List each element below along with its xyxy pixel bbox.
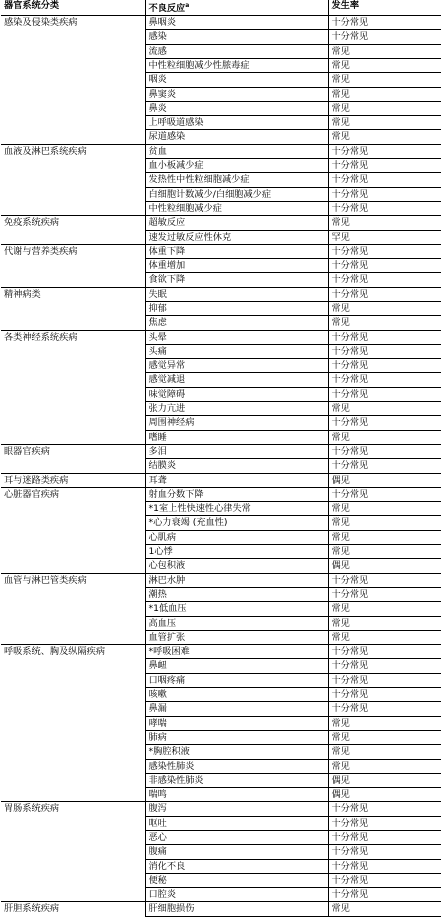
frequency-cell: 十分常见 <box>328 344 441 358</box>
adverse-reaction-cell: *心力衰竭 (充血性) <box>145 516 328 530</box>
adverse-reaction-cell: 喘鸣 <box>145 788 328 802</box>
frequency-cell: 常见 <box>328 545 441 559</box>
table-row <box>1 144 441 158</box>
organ-class-cell: 精神病类 <box>1 287 145 330</box>
frequency-cell: 十分常见 <box>328 587 441 601</box>
organ-class-cell: 胃肠系统疾病 <box>1 802 145 902</box>
adverse-reaction-cell: *1室上性快速性心律失常 <box>145 502 328 516</box>
frequency-cell: 十分常见 <box>328 30 441 44</box>
frequency-cell: 十分常见 <box>328 187 441 201</box>
adverse-reaction-cell: 鼻窦炎 <box>145 87 328 101</box>
adverse-reaction-cell: *胸腔积液 <box>145 745 328 759</box>
adverse-reaction-cell: *呼吸困难 <box>145 645 328 659</box>
frequency-cell: 十分常见 <box>328 816 441 830</box>
adverse-reaction-cell: 焦虑 <box>145 316 328 330</box>
adverse-reaction-cell: 血管扩张 <box>145 630 328 644</box>
frequency-cell: 十分常见 <box>328 173 441 187</box>
frequency-cell: 常见 <box>328 73 441 87</box>
frequency-cell: 罕见 <box>328 230 441 244</box>
frequency-cell: 常见 <box>328 759 441 773</box>
adverse-reaction-cell: 咳嗽 <box>145 688 328 702</box>
frequency-cell: 常见 <box>328 716 441 730</box>
table-header-row <box>1 0 441 16</box>
frequency-cell: 十分常见 <box>328 873 441 887</box>
adverse-reaction-cell: 感染性肺炎 <box>145 759 328 773</box>
frequency-cell: 常见 <box>328 44 441 58</box>
adverse-reaction-cell: 张力亢进 <box>145 402 328 416</box>
frequency-cell: 常见 <box>328 430 441 444</box>
organ-class-cell: 肝胆系统疾病 <box>1 902 145 916</box>
table-row <box>1 216 441 230</box>
adverse-reaction-cell: 心包积液 <box>145 559 328 573</box>
frequency-cell: 十分常见 <box>328 487 441 501</box>
adverse-reaction-cell: 中性粒细胞减少性脓毒症 <box>145 58 328 72</box>
frequency-cell: 常见 <box>328 58 441 72</box>
adverse-reaction-cell: 心肌病 <box>145 530 328 544</box>
adverse-reaction-cell: 耳聋 <box>145 473 328 487</box>
adverse-reaction-cell: 射血分数下降 <box>145 487 328 501</box>
adverse-reaction-cell: 流感 <box>145 44 328 58</box>
frequency-cell: 十分常见 <box>328 645 441 659</box>
organ-class-cell: 耳与迷路类疾病 <box>1 473 145 487</box>
adverse-reaction-cell: 体重增加 <box>145 259 328 273</box>
table-row <box>1 287 441 301</box>
frequency-cell: 十分常见 <box>328 688 441 702</box>
adverse-reaction-cell: 非感染性肺炎 <box>145 773 328 787</box>
frequency-cell: 十分常见 <box>328 444 441 458</box>
frequency-cell: 十分常见 <box>328 359 441 373</box>
frequency-cell: 十分常见 <box>328 659 441 673</box>
header-organ-class: 器官系统分类 <box>1 0 145 16</box>
adverse-reaction-cell: 中性粒细胞减少症 <box>145 201 328 215</box>
adverse-reaction-cell: 肺病 <box>145 730 328 744</box>
header-frequency: 发生率 <box>328 0 441 16</box>
table-row <box>1 330 441 344</box>
adverse-reaction-cell: 头晕 <box>145 330 328 344</box>
frequency-cell: 十分常见 <box>328 201 441 215</box>
frequency-cell: 偶见 <box>328 773 441 787</box>
frequency-cell: 十分常见 <box>328 845 441 859</box>
adverse-reaction-cell: 肝细胞损伤 <box>145 902 328 916</box>
frequency-cell: 常见 <box>328 116 441 130</box>
frequency-cell: 常见 <box>328 87 441 101</box>
adverse-reaction-cell: 白细胞计数减少/白细胞减少症 <box>145 187 328 201</box>
table-row <box>1 802 441 816</box>
frequency-cell: 十分常见 <box>328 830 441 844</box>
header-adverse-reaction <box>145 0 328 16</box>
table-body <box>1 16 441 917</box>
frequency-cell: 常见 <box>328 902 441 916</box>
adverse-reaction-cell: 恶心 <box>145 830 328 844</box>
organ-class-cell: 呼吸系统、胸及纵隔疾病 <box>1 645 145 802</box>
frequency-cell: 十分常见 <box>328 888 441 902</box>
frequency-cell: 十分常见 <box>328 244 441 258</box>
frequency-cell: 十分常见 <box>328 459 441 473</box>
header-adverse-reaction-mark: a <box>185 2 190 9</box>
adverse-reaction-cell: 感染 <box>145 30 328 44</box>
frequency-cell: 常见 <box>328 602 441 616</box>
adverse-reaction-cell: 呕吐 <box>145 816 328 830</box>
frequency-cell: 常见 <box>328 745 441 759</box>
frequency-cell: 常见 <box>328 101 441 115</box>
table-row <box>1 444 441 458</box>
frequency-cell: 十分常见 <box>328 144 441 158</box>
adverse-reaction-cell: 哮喘 <box>145 716 328 730</box>
adverse-reactions-table <box>1 0 441 917</box>
frequency-cell: 十分常见 <box>328 159 441 173</box>
table-row <box>1 473 441 487</box>
frequency-cell: 偶见 <box>328 559 441 573</box>
adverse-reaction-cell: 口咽疼痛 <box>145 673 328 687</box>
frequency-cell: 十分常见 <box>328 673 441 687</box>
frequency-cell: 常见 <box>328 316 441 330</box>
frequency-cell: 偶见 <box>328 788 441 802</box>
adverse-reaction-cell: 发热性中性粒细胞减少症 <box>145 173 328 187</box>
frequency-cell: 常见 <box>328 130 441 144</box>
frequency-cell: 十分常见 <box>328 330 441 344</box>
frequency-cell: 十分常见 <box>328 859 441 873</box>
adverse-reaction-cell: 多泪 <box>145 444 328 458</box>
adverse-reaction-cell: 体重下降 <box>145 244 328 258</box>
organ-class-cell: 感染及侵染类疾病 <box>1 16 145 145</box>
adverse-reaction-cell: 鼻衄 <box>145 659 328 673</box>
frequency-cell: 常见 <box>328 616 441 630</box>
organ-class-cell: 心脏器官疾病 <box>1 487 145 573</box>
frequency-cell: 常见 <box>328 516 441 530</box>
frequency-cell: 偶见 <box>328 473 441 487</box>
table-row <box>1 16 441 30</box>
frequency-cell: 常见 <box>328 730 441 744</box>
frequency-cell: 十分常见 <box>328 373 441 387</box>
adverse-reaction-cell: 食欲下降 <box>145 273 328 287</box>
header-adverse-reaction-text: 不良反应 <box>148 3 186 15</box>
frequency-cell: 十分常见 <box>328 16 441 30</box>
frequency-cell: 常见 <box>328 402 441 416</box>
adverse-reaction-cell: 潮热 <box>145 587 328 601</box>
adverse-reaction-cell: 感觉异常 <box>145 359 328 373</box>
adverse-reaction-cell: 腹泻 <box>145 802 328 816</box>
table-row <box>1 244 441 258</box>
frequency-cell: 常见 <box>328 302 441 316</box>
adverse-reaction-cell: 咽炎 <box>145 73 328 87</box>
adverse-reaction-cell: 味觉障碍 <box>145 387 328 401</box>
organ-class-cell: 免疫系统疾病 <box>1 216 145 245</box>
adverse-reaction-cell: 结膜炎 <box>145 459 328 473</box>
adverse-reaction-cell: 便秘 <box>145 873 328 887</box>
table-row <box>1 573 441 587</box>
adverse-reaction-cell: 周围神经病 <box>145 416 328 430</box>
table-row <box>1 487 441 501</box>
organ-class-cell: 血液及淋巴系统疾病 <box>1 144 145 215</box>
frequency-cell: 常见 <box>328 216 441 230</box>
adverse-reaction-cell: 上呼吸道感染 <box>145 116 328 130</box>
frequency-cell: 十分常见 <box>328 702 441 716</box>
adverse-reaction-cell: 尿道感染 <box>145 130 328 144</box>
adverse-reaction-cell: 头痛 <box>145 344 328 358</box>
adverse-reaction-cell: 鼻炎 <box>145 101 328 115</box>
organ-class-cell: 血管与淋巴管类疾病 <box>1 573 145 644</box>
frequency-cell: 常见 <box>328 530 441 544</box>
table-row <box>1 902 441 916</box>
adverse-reaction-cell: 血小板减少症 <box>145 159 328 173</box>
frequency-cell: 十分常见 <box>328 416 441 430</box>
adverse-reaction-cell: 消化不良 <box>145 859 328 873</box>
adverse-reaction-cell: 速发过敏反应性休克 <box>145 230 328 244</box>
adverse-reaction-cell: 鼻咽炎 <box>145 16 328 30</box>
adverse-reaction-cell: 高血压 <box>145 616 328 630</box>
frequency-cell: 十分常见 <box>328 802 441 816</box>
adverse-reaction-cell: 1心悸 <box>145 545 328 559</box>
organ-class-cell: 各类神经系统疾病 <box>1 330 145 444</box>
frequency-cell: 常见 <box>328 502 441 516</box>
organ-class-cell: 眼器官疾病 <box>1 444 145 473</box>
adverse-reaction-cell: *1低血压 <box>145 602 328 616</box>
adverse-reaction-cell: 腹痛 <box>145 845 328 859</box>
adverse-reaction-cell: 淋巴水肿 <box>145 573 328 587</box>
table-row <box>1 645 441 659</box>
adverse-reaction-cell: 嗜睡 <box>145 430 328 444</box>
adverse-reaction-cell: 口腔炎 <box>145 888 328 902</box>
frequency-cell: 十分常见 <box>328 387 441 401</box>
frequency-cell: 十分常见 <box>328 259 441 273</box>
adverse-reaction-cell: 超敏反应 <box>145 216 328 230</box>
adverse-reaction-cell: 失眠 <box>145 287 328 301</box>
frequency-cell: 十分常见 <box>328 287 441 301</box>
adverse-reaction-cell: 贫血 <box>145 144 328 158</box>
frequency-cell: 十分常见 <box>328 273 441 287</box>
frequency-cell: 十分常见 <box>328 573 441 587</box>
adverse-reaction-cell: 抑郁 <box>145 302 328 316</box>
organ-class-cell: 代谢与营养类疾病 <box>1 244 145 287</box>
adverse-reaction-cell: 鼻漏 <box>145 702 328 716</box>
adverse-reaction-cell: 感觉减退 <box>145 373 328 387</box>
frequency-cell: 常见 <box>328 630 441 644</box>
